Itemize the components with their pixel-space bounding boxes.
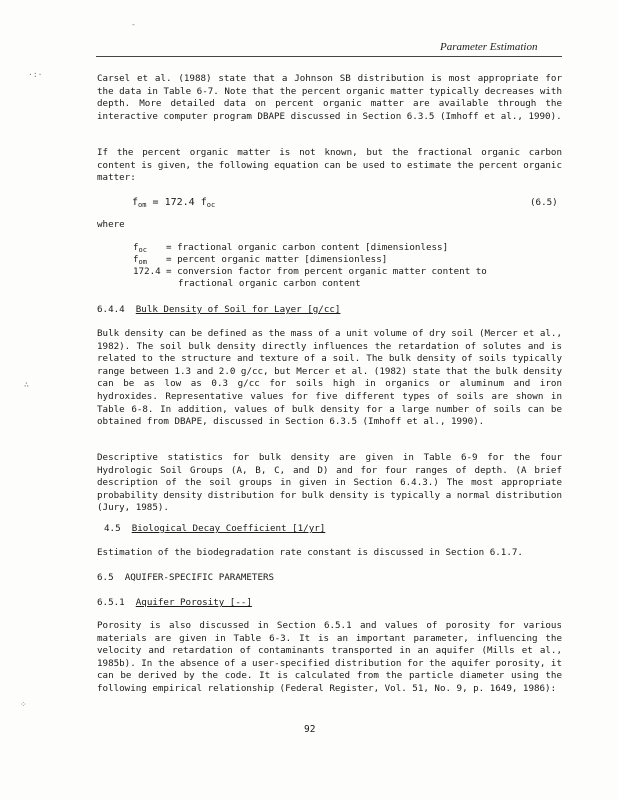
where-label: where	[97, 219, 125, 230]
definition-text-foc: = fractional organic carbon content [dimensionless]	[166, 242, 449, 253]
equation-rhs-sub: oc	[206, 201, 216, 209]
section-heading-6-4-4	[97, 304, 340, 315]
section-number: 6.4.4	[97, 304, 125, 315]
section-number: 4.5	[104, 523, 121, 534]
definition-symbol-foc: $f_{oc}$	[133, 242, 147, 254]
section-heading-4-5	[104, 523, 325, 534]
section-title: Aquifer Porosity [--]	[135, 597, 252, 608]
equation-number: (6.5)	[530, 197, 558, 208]
definition-text-factor: = conversion factor from percent organic matter content to	[166, 266, 487, 277]
definition-symbol-fom: $f_{om}$	[133, 254, 147, 266]
scan-speck: ∴	[24, 380, 29, 389]
definition-text-fom: = percent organic matter [dimensionless]	[166, 254, 388, 265]
equation-coefficient: 172.4	[164, 197, 195, 208]
section-number: 6.5	[97, 572, 114, 583]
paragraph-aquifer-porosity: Porosity is also discussed in Section 6.5.1 and values of porosity for various materials are given in Table 6-3. It is an important parameter, influencing the velocity and retardation of contaminants transported in an aquifer (Mills et al., 1985b). In the absence of a user-specified distribution for the aquifer porosity, it can be derived by the code. It is calculated from the particle diameter using the following empirical relationship (Federal Register, Vol. 51, No. 9, p. 1649, 1986):	[97, 620, 562, 694]
section-number: 6.5.1	[97, 597, 125, 608]
scan-speck: ⁘	[20, 700, 27, 709]
section-title: Biological Decay Coefficient [1/yr]	[131, 523, 326, 534]
equation-lhs-sub: om	[138, 201, 147, 209]
section-heading-6-5-1	[97, 597, 252, 608]
definition-text-factor-cont: fractional organic carbon content	[178, 278, 361, 289]
paragraph-biodegradation: Estimation of the biodegradation rate constant is discussed in Section 6.1.7.	[97, 547, 523, 558]
scan-speck: -	[131, 20, 136, 29]
equation-rhs-symbol: f	[200, 197, 207, 208]
equation-lhs-symbol: f	[132, 197, 139, 208]
equation-operator: =	[152, 197, 159, 208]
paragraph-organic-matter-distribution: Carsel et al. (1988) state that a Johnson SB distribution is most appropriate for the data in Table 6-7. Note that the percent organic matter typically decreases with depth. More detailed data on percent organic matter are available through the interactive computer program DBAPE discussed in Section 6.3.5 (Imhoff et al., 1990).	[97, 73, 562, 122]
paragraph-bulk-density: Bulk density can be defined as the mass of a unit volume of dry soil (Mercer et al., 1982). The soil bulk density directly influences the retardation of solutes and is related to the structure and texture of a soil. The bulk density of soils typically range between 1.3 and 2.0 g/cc, but Mercer et al. (1982) state that the bulk density can be as low as 0.3 g/cc for soils high in organics or aluminum and iron hydroxides. Representative values for five different types of soils are shown in Table 6-8. In addition, values of bulk density for a large number of soils can be obtained from DBAPE, discussed in Section 6.3.5 (Imhoff et al., 1990).	[97, 328, 562, 428]
header-rule	[96, 56, 562, 57]
scan-speck: ·:·	[28, 70, 43, 79]
section-heading-6-5	[97, 572, 274, 583]
running-header-title: Parameter Estimation	[440, 41, 538, 53]
equation-6-5	[132, 197, 215, 209]
section-title: Bulk Density of Soil for Layer [g/cc]	[135, 304, 341, 315]
page-number: 92	[304, 724, 316, 735]
section-title: AQUIFER-SPECIFIC PARAMETERS	[124, 572, 275, 583]
paragraph-organic-carbon-intro: If the percent organic matter is not known, but the fractional organic carbon content is given, the following equation can be used to estimate the percent organic matter:	[97, 147, 562, 184]
definition-symbol-factor: 172.4	[133, 266, 161, 277]
paragraph-bulk-density-statistics: Descriptive statistics for bulk density are given in Table 6-9 for the four Hydrologic Soil Groups (A, B, C, and D) and for four ranges of depth. (A brief description of the soil groups in given in Section 6.4.3.) The most appropriate probability density distribution for bulk density is typically a normal distribution (Jury, 1985).	[97, 452, 562, 514]
